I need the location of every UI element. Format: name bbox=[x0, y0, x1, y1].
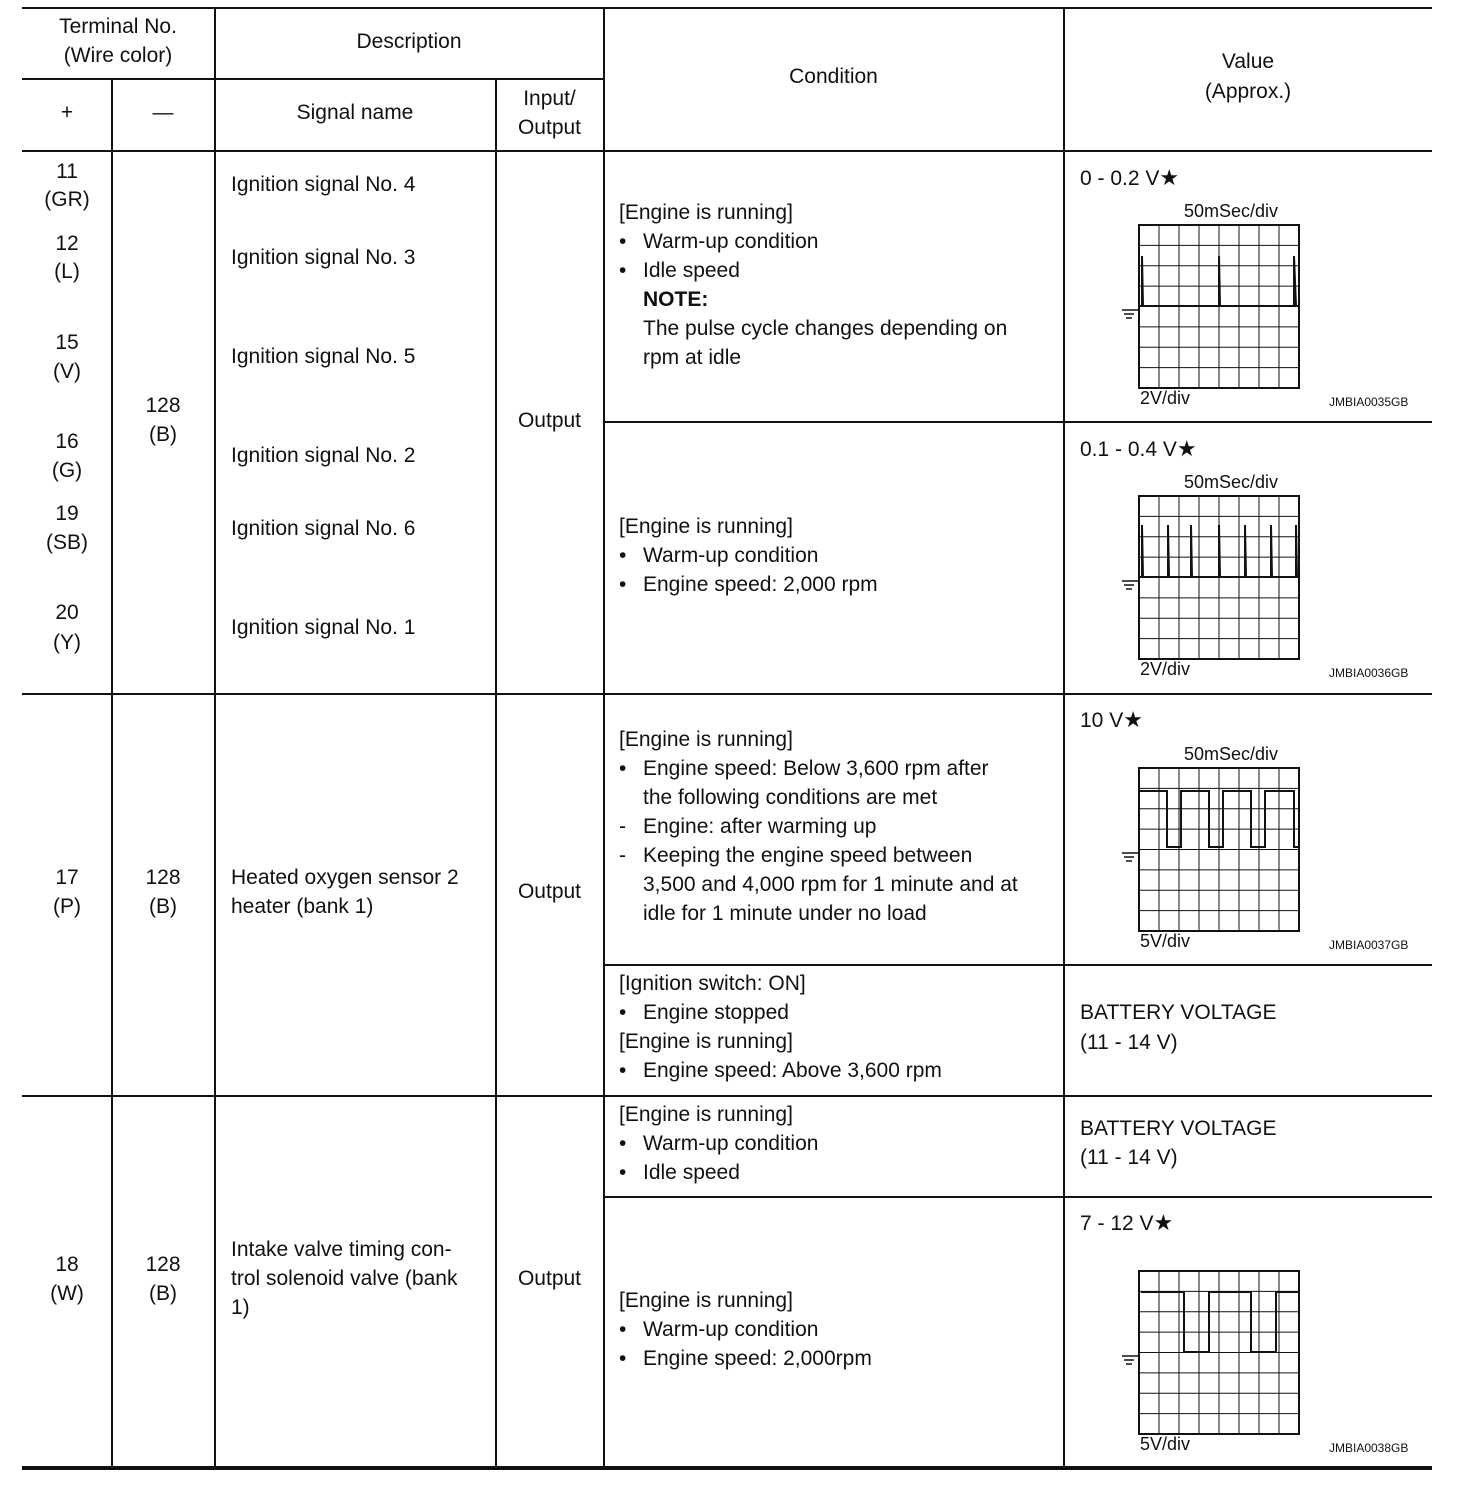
ground-icon bbox=[1122, 853, 1139, 861]
condition-item: Warm-up condition bbox=[643, 230, 819, 253]
value-reading: 7 - 12 V★ bbox=[1080, 1210, 1174, 1235]
terminal-wire-color: (P) bbox=[53, 895, 81, 918]
header-value: Value bbox=[1221, 50, 1275, 73]
ground-icon bbox=[1122, 1356, 1139, 1364]
note-label: NOTE: bbox=[643, 288, 709, 311]
terminal-number: 19 bbox=[55, 502, 79, 525]
header-plus: + bbox=[60, 101, 74, 124]
ground-terminal: 128 bbox=[145, 394, 181, 417]
figure-code: JMBIA0038GB bbox=[1329, 1441, 1409, 1455]
terminal-wire-color: (GR) bbox=[44, 188, 90, 211]
header-minus: — bbox=[152, 101, 174, 124]
value-reading: BATTERY VOLTAGE bbox=[1080, 1117, 1277, 1140]
figure-code: JMBIA0035GB bbox=[1329, 395, 1409, 409]
value-reading: 10 V★ bbox=[1080, 707, 1143, 732]
header-description: Description bbox=[356, 30, 462, 53]
value-reading: BATTERY VOLTAGE bbox=[1080, 1001, 1277, 1024]
terminal-wire-color: (L) bbox=[54, 260, 80, 283]
star-icon: ★ bbox=[1159, 165, 1180, 190]
condition-item: Engine speed: Below 3,600 rpm after bbox=[643, 757, 989, 780]
ground-terminal: 128 bbox=[145, 866, 181, 889]
signal-name: Ignition signal No. 2 bbox=[231, 444, 416, 467]
header-signal-name: Signal name bbox=[296, 101, 414, 124]
terminal-wire-color: (V) bbox=[53, 360, 81, 383]
condition-item: Engine stopped bbox=[643, 1001, 789, 1024]
oscilloscope-graph bbox=[1118, 224, 1301, 394]
condition-header: [Engine is running] bbox=[619, 201, 793, 224]
voltage-division: 5V/div bbox=[1140, 931, 1191, 951]
io-type: Output bbox=[517, 880, 582, 903]
condition-item: Engine speed: Above 3,600 rpm bbox=[643, 1059, 942, 1082]
header-terminal: Terminal No. bbox=[59, 15, 177, 38]
condition-block: [Engine is running] • Warm-up condition • Engine speed: 2,000 rpm bbox=[619, 512, 878, 599]
note-text: The pulse cycle changes depending on bbox=[643, 317, 1008, 340]
condition-item: Warm-up condition bbox=[643, 544, 819, 567]
voltage-division: 5V/div bbox=[1140, 1434, 1191, 1454]
value-reading: 0.1 - 0.4 V★ bbox=[1080, 436, 1197, 461]
terminal-wire-color: (W) bbox=[50, 1282, 84, 1305]
terminal-number: 18 bbox=[55, 1253, 79, 1276]
terminal-wire-color: (Y) bbox=[53, 631, 81, 654]
oscilloscope-graph bbox=[1118, 767, 1301, 937]
condition-item: Engine: after warming up bbox=[643, 815, 877, 838]
condition-item: 3,500 and 4,000 rpm for 1 minute and at bbox=[643, 873, 1018, 896]
condition-item: Keeping the engine speed between bbox=[643, 844, 973, 867]
condition-header: [Engine is running] bbox=[619, 728, 793, 751]
signal-name: 1) bbox=[231, 1296, 250, 1319]
terminal-number: 15 bbox=[55, 331, 79, 354]
terminal-number: 12 bbox=[55, 232, 79, 255]
signal-name: Heated oxygen sensor 2 bbox=[231, 866, 459, 889]
signal-name: Intake valve timing con- bbox=[231, 1238, 452, 1261]
condition-header: [Engine is running] bbox=[619, 1030, 793, 1053]
signal-name: heater (bank 1) bbox=[231, 895, 374, 918]
terminal-number: 20 bbox=[55, 601, 79, 624]
condition-item: the following conditions are met bbox=[643, 786, 938, 809]
signal-name: Ignition signal No. 1 bbox=[231, 616, 416, 639]
star-icon: ★ bbox=[1123, 707, 1143, 732]
signal-name: trol solenoid valve (bank bbox=[231, 1267, 458, 1290]
ground-wire-color: (B) bbox=[149, 895, 177, 918]
condition-item: Idle speed bbox=[643, 1161, 740, 1184]
voltage-division: 2V/div bbox=[1140, 659, 1191, 679]
condition-block: [Engine is running] • Engine speed: Below 3,600 rpm after the following conditions are met - Engine: after warming up - Keeping the engine speed between 3,500 and 4,000 rpm for 1 minute and at idle for 1 minute under no load bbox=[619, 725, 1018, 928]
value-reading: 0 - 0.2 V★ bbox=[1080, 165, 1180, 190]
figure-code: JMBIA0037GB bbox=[1329, 938, 1409, 952]
star-icon: ★ bbox=[1153, 1210, 1174, 1235]
ground-wire-color: (B) bbox=[149, 423, 177, 446]
condition-item: idle for 1 minute under no load bbox=[643, 902, 927, 925]
signal-name: Ignition signal No. 6 bbox=[231, 517, 416, 540]
ground-icon bbox=[1122, 310, 1139, 318]
terminal-number: 16 bbox=[55, 430, 79, 453]
condition-item: Warm-up condition bbox=[643, 1132, 819, 1155]
time-division: 50mSec/div bbox=[1184, 472, 1279, 492]
voltage-division: 2V/div bbox=[1140, 388, 1191, 408]
signal-name: Ignition signal No. 5 bbox=[231, 345, 416, 368]
condition-header: [Engine is running] bbox=[619, 1103, 793, 1126]
ground-wire-color: (B) bbox=[149, 1282, 177, 1305]
header-input: Input/ bbox=[523, 87, 576, 110]
header-output: Output bbox=[517, 116, 582, 139]
terminal-number: 17 bbox=[55, 866, 79, 889]
time-division: 50mSec/div bbox=[1184, 201, 1279, 221]
value-reading: (11 - 14 V) bbox=[1080, 1031, 1178, 1054]
figure-code: JMBIA0036GB bbox=[1329, 666, 1409, 680]
time-division: 50mSec/div bbox=[1184, 744, 1279, 764]
terminal-number: 11 bbox=[56, 160, 78, 183]
condition-block: [Engine is running] • Warm-up condition • Engine speed: 2,000rpm bbox=[619, 1286, 872, 1373]
io-type: Output bbox=[517, 1267, 582, 1290]
ground-icon bbox=[1122, 581, 1139, 589]
signal-name: Ignition signal No. 4 bbox=[231, 173, 416, 196]
io-type: Output bbox=[517, 409, 582, 432]
condition-block: [Ignition switch: ON] • Engine stopped [Engine is running] • Engine speed: Above 3,600 rpm bbox=[619, 969, 942, 1085]
condition-block: [Engine is running] • Warm-up condition • Idle speed bbox=[619, 1100, 818, 1187]
condition-header: [Engine is running] bbox=[619, 515, 793, 538]
value-reading: (11 - 14 V) bbox=[1080, 1146, 1178, 1169]
terminal-wire-color: (G) bbox=[51, 459, 83, 482]
oscilloscope-graph bbox=[1118, 495, 1301, 665]
condition-item: Engine speed: 2,000rpm bbox=[643, 1347, 872, 1370]
note-text: rpm at idle bbox=[643, 346, 742, 369]
header-approx: (Approx.) bbox=[1204, 80, 1292, 103]
condition-header: [Engine is running] bbox=[619, 1289, 793, 1312]
header-condition: Condition bbox=[789, 65, 878, 88]
condition-item: Warm-up condition bbox=[643, 1318, 819, 1341]
condition-header: [Ignition switch: ON] bbox=[619, 972, 806, 995]
star-icon: ★ bbox=[1176, 436, 1197, 461]
header-wire-color: (Wire color) bbox=[63, 44, 173, 67]
condition-item: Idle speed bbox=[643, 259, 740, 282]
ground-terminal: 128 bbox=[145, 1253, 181, 1276]
oscilloscope-graph bbox=[1118, 1270, 1301, 1440]
terminal-wire-color: (SB) bbox=[46, 531, 88, 554]
condition-block: [Engine is running] • Warm-up condition • Idle speed NOTE: The pulse cycle changes depending on rpm at idle bbox=[619, 198, 1007, 372]
signal-name: Ignition signal No. 3 bbox=[231, 246, 416, 269]
condition-item: Engine speed: 2,000 rpm bbox=[643, 573, 878, 596]
